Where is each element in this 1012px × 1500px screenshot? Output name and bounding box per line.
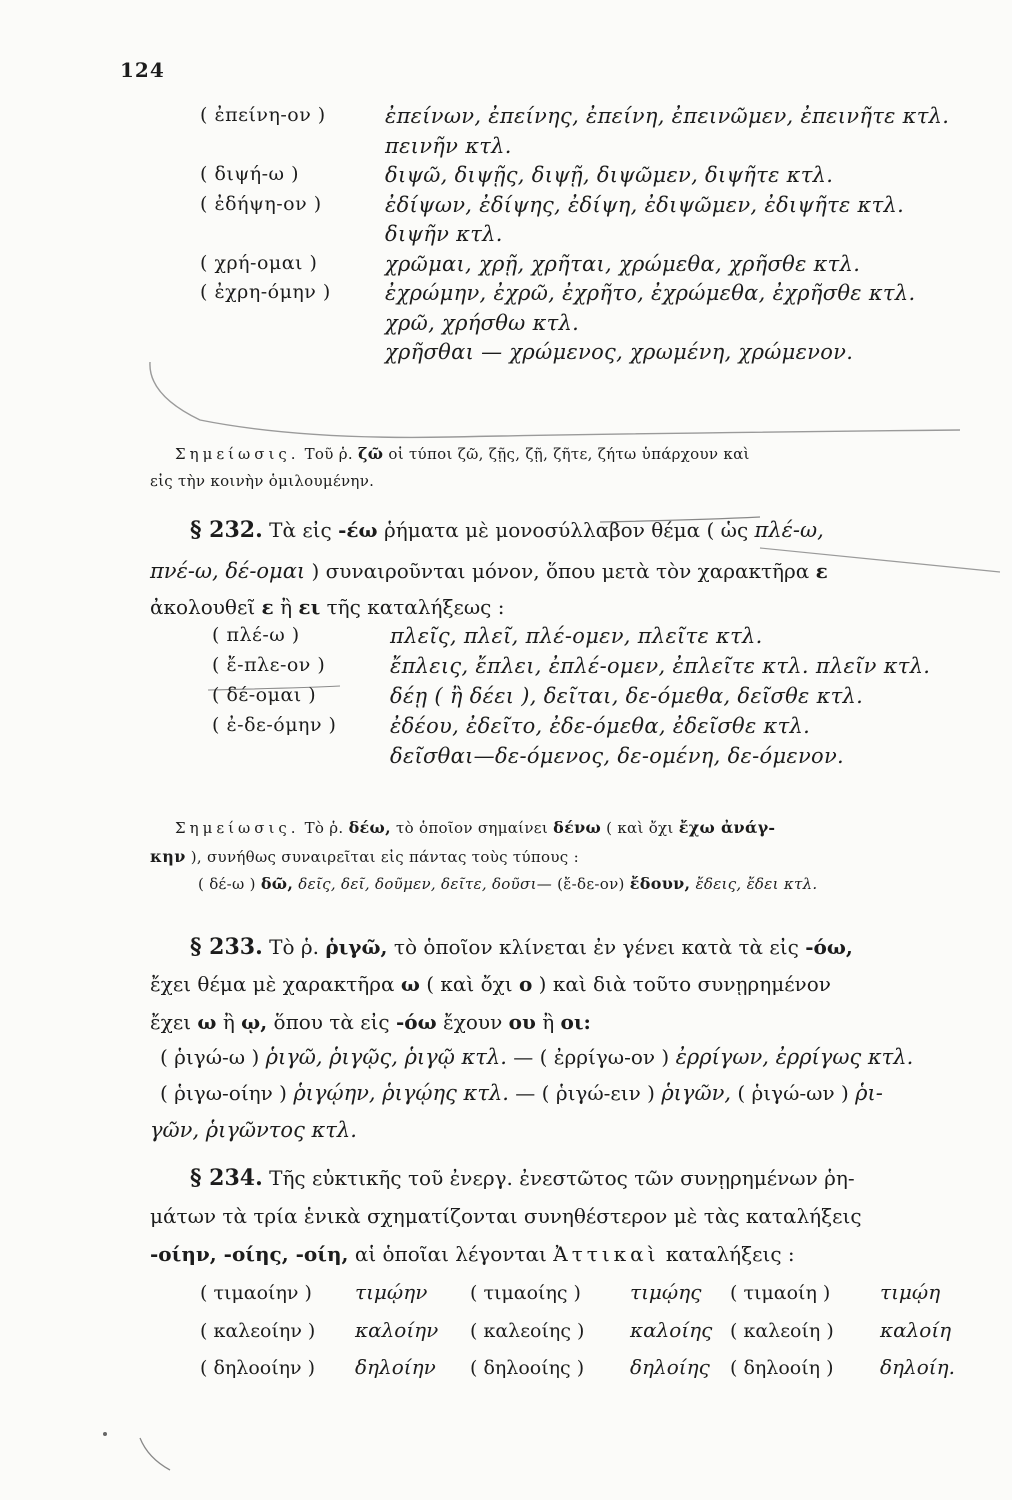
table-row [0, 222, 1012, 252]
contracted-forms: πεινῆν κτλ. [385, 133, 512, 158]
theme-form: ( δέ-ομαι ) [212, 684, 317, 706]
table-row [0, 163, 1012, 193]
section-234-line-1: § 234. Τῆς εὐκτικῆς τοῦ ἐνεργ. ἐνεστῶτος τῶν συνῃρημένων ῥη- [190, 1165, 855, 1191]
note-1-line-1: Σημείωσις. Τοῦ ῥ. ζῶ οἱ τύποι ζῶ, ζῇς, ζῇ, ζῆτε, ζήτω ὑπάρχουν καὶ [175, 444, 750, 463]
table-row [0, 281, 1012, 311]
theme-form: ( ἐχρη-όμην ) [200, 281, 331, 303]
contracted-forms: πλεῖς, πλεῖ, πλέ-ομεν, πλεῖτε κτλ. [390, 624, 763, 648]
section-232-line-2: πνέ-ω, δέ-ομαι ) συναιροῦνται μόνον, ὅπου μετὰ τὸν χαρακτῆρα ε [150, 559, 828, 583]
contracted-forms: ἐδίψων, ἐδίψης, ἐδίψη, ἐδιψῶμεν, ἐδιψῆτε κτλ. [385, 192, 905, 217]
contracted-forms: ἐπείνων, ἐπείνης, ἐπείνη, ἐπεινῶμεν, ἐπεινῆτε κτλ. [385, 104, 950, 128]
section-233-line-3: ἔχει ω ἢ ῳ, ὅπου τὰ εἰς -όω ἔχουν ου ἢ οι: [150, 1010, 591, 1034]
note-2-line-1: Σημείωσις. Τὸ ῥ. δέω, τὸ ὁποῖον σημαίνει δένω ( καὶ ὄχι ἔχω ἀνάγ- [175, 818, 776, 837]
table-row: ( τιμαοίην ) τιμῴην ( τιμαοίης ) τιμῴης ( τιμαοίη ) τιμῴη [200, 1280, 941, 1304]
contracted-forms: δέῃ ( ἢ δέει ), δεῖται, δε-όμεθα, δεῖσθε κτλ. [390, 684, 864, 708]
section-233-line-2: ἔχει θέμα μὲ χαρακτῆρα ω ( καὶ ὄχι ο ) καὶ διὰ τοῦτο συνῃρημένον [150, 972, 831, 996]
note-2-line-2: κην ), συνήθως συναιρεῖται εἰς πάντας τοὺς τύπους : [150, 847, 579, 866]
table-row: ( δηλοοίην ) δηλοίην ( δηλοοίης ) δηλοίης ( δηλοοίη ) δηλοίη. [200, 1355, 955, 1379]
contracted-forms: ἔπλεις, ἔπλει, ἐπλέ-ομεν, ἐπλεῖτε κτλ. πλεῖν κτλ. [390, 654, 931, 678]
note-2-line-3: ( δέ-ω ) δῶ, δεῖς, δεῖ, δοῦμεν, δεῖτε, δοῦσι— (ἔ-δε-ον) ἔδουν, ἔδεις, ἔδει κτλ. [198, 874, 818, 893]
conjugation-table-1 [0, 104, 1012, 370]
theme-form: ( χρή-ομαι ) [200, 251, 318, 274]
contracted-forms: χρῶ, χρήσθω κτλ. [385, 310, 580, 335]
contracted-forms: διψῶ, διψῇς, διψῇ, διψῶμεν, διψῆτε κτλ. [385, 163, 834, 187]
section-233-line-5: ( ῥιγω-οίην ) ῥιγῴην, ῥιγῴης κτλ. — ( ῥιγώ-ειν ) ῥιγῶν, ( ῥιγώ-ων ) ῥι- [160, 1081, 883, 1105]
table-row [0, 134, 1012, 164]
contracted-forms: χρῆσθαι — χρώμενος, χρωμένη, χρώμενον. [385, 340, 854, 364]
section-232-line-1: § 232. Τὰ εἰς -έω ῥήματα μὲ μονοσύλλαβον θέμα ( ὡς πλέ-ω, [190, 517, 824, 543]
table-row [0, 104, 1012, 134]
contracted-forms: ἐχρώμην, ἐχρῶ, ἐχρῆτο, ἐχρώμεθα, ἐχρῆσθε κτλ. [385, 281, 916, 305]
contracted-forms: δεῖσθαι—δε-όμενος, δε-ομένη, δε-όμενον. [390, 744, 845, 768]
table-row [0, 624, 1012, 654]
section-233-line-4: ( ῥιγώ-ω ) ῥιγῶ, ῥιγῷς, ῥιγῷ κτλ. — ( ἐρρίγω-ον ) ἐρρίγων, ἐρρίγως κτλ. [160, 1045, 914, 1069]
section-233-line-1: § 233. Τὸ ῥ. ῥιγῶ, τὸ ὁποῖον κλίνεται ἐν γένει κατὰ τὰ εἰς -όω, [190, 934, 853, 960]
section-233-line-6: γῶν, ῥιγῶντος κτλ. [150, 1118, 357, 1142]
table-row [0, 744, 1012, 774]
table-row [0, 684, 1012, 714]
theme-form: ( πλέ-ω ) [212, 624, 300, 646]
table-row: ( καλεοίην ) καλοίην ( καλεοίης ) καλοίης ( καλεοίη ) καλοίη [200, 1318, 952, 1342]
table-row [0, 252, 1012, 282]
theme-form: ( ἐδήψη-ον ) [200, 192, 322, 215]
section-234-line-2: μάτων τὰ τρία ἑνικὰ σχηματίζονται συνηθέστερον μὲ τὰς καταλήξεις [150, 1204, 862, 1228]
page-number: 124 [120, 58, 165, 82]
table-row [0, 714, 1012, 744]
theme-form: ( ἐπείνη-ον ) [200, 104, 326, 126]
table-row [0, 654, 1012, 684]
section-234-line-3: -οίην, -οίης, -οίη, αἱ ὁποῖαι λέγονται Ἀττικαὶ καταλήξεις : [150, 1242, 795, 1266]
theme-form: ( διψή-ω ) [200, 163, 299, 185]
theme-form: ( ἐ-δε-όμην ) [212, 714, 337, 736]
table-row [0, 193, 1012, 223]
table-row [0, 311, 1012, 341]
conjugation-table-2 [0, 624, 1012, 774]
theme-form: ( ἔ-πλε-ον ) [212, 654, 326, 676]
contracted-forms: διψῆν κτλ. [385, 222, 503, 246]
contracted-forms: ἐδέου, ἐδεῖτο, ἐδε-όμεθα, ἐδεῖσθε κτλ. [390, 714, 811, 738]
table-row [0, 340, 1012, 370]
contracted-forms: χρῶμαι, χρῇ, χρῆται, χρώμεθα, χρῆσθε κτλ. [385, 251, 861, 276]
note-1-line-2: εἰς τὴν κοινὴν ὁμιλουμένην. [150, 472, 375, 490]
section-232-line-3: ἀκολουθεῖ ε ἢ ει τῆς καταλήξεως : [150, 595, 505, 619]
